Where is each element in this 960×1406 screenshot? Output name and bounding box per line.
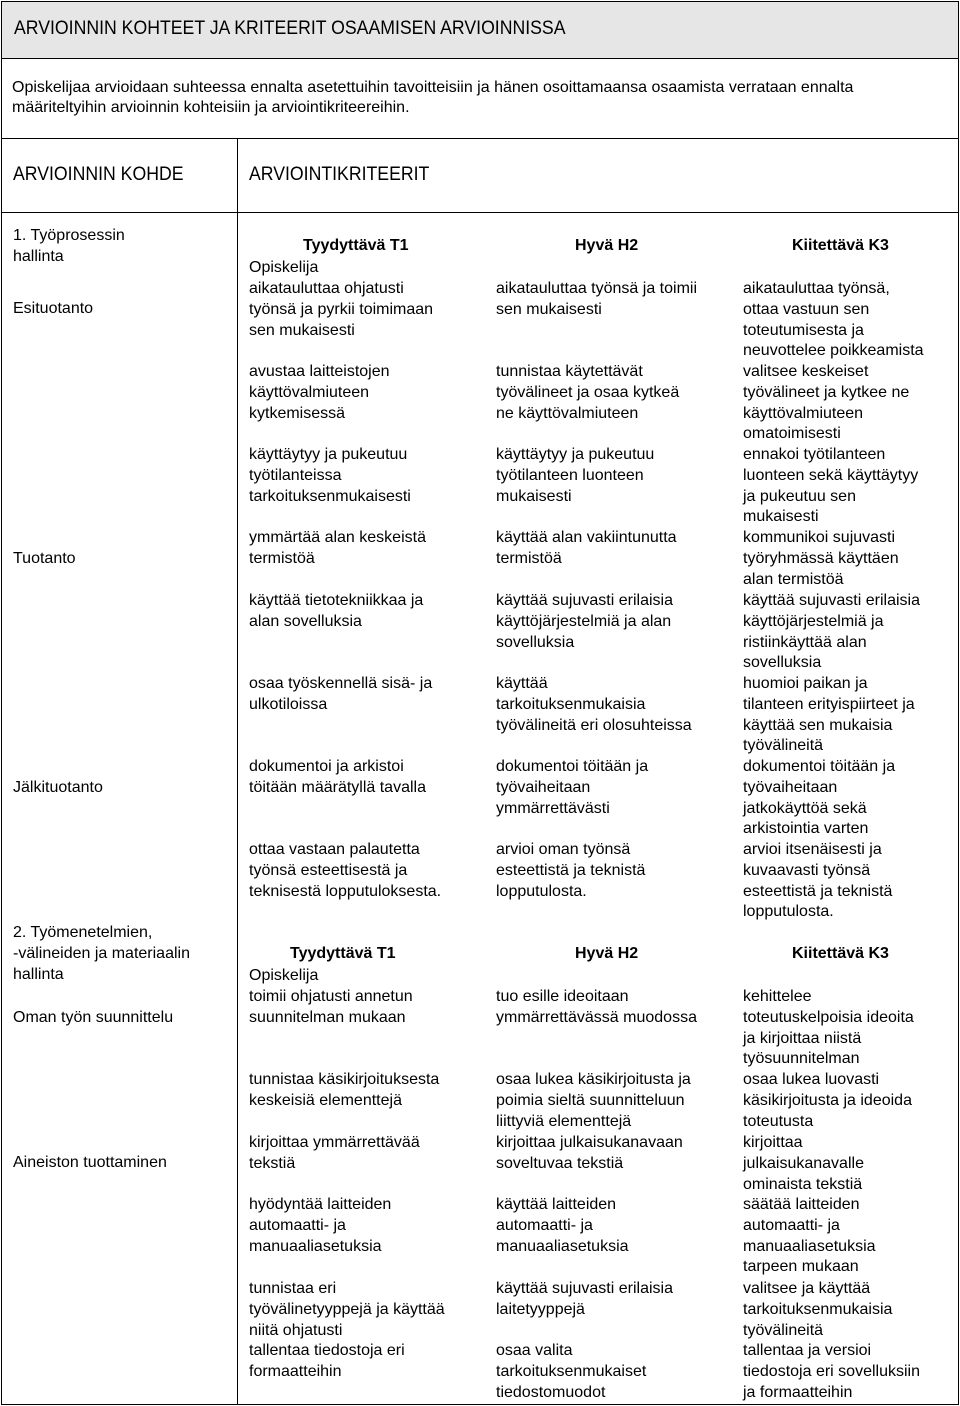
s1-r8-t1: ottaa vastaan palautetta työnsä esteettisestä ja teknisestä lopputuloksesta. [249,841,442,900]
s1-r4-t1: ymmärtää alan keskeistä termistöä [249,529,426,567]
s2-r1-k3: kehittelee toteutuskelpoisia ideoita ja kirjoittaa niistä työsuunnitelman [743,988,914,1068]
s1-r2-t1: avustaa laitteistojen käyttövalmiuteen kytkemisessä [249,363,390,422]
s2-r1-t1: toimii ohjatusti annetun suunnitelman mukaan [249,988,413,1026]
s2-r3-t1: kirjoittaa ymmärrettävää tekstiä [249,1134,420,1172]
s2-level-t1: Tyydyttävä T1 [290,945,396,962]
divider [2,212,958,213]
s2-r6-k3: tallentaa ja versioi tiedostoja eri sovelluksiin ja formaatteihin [743,1342,920,1401]
section2-sub-suunnittelu: Oman työn suunnittelu [13,1009,174,1026]
s2-level-h2: Hyvä H2 [575,945,639,962]
s2-subject: Opiskelija [249,967,319,984]
s2-r4-k3: säätää laitteiden automaatti- ja manuaaliasetuksia tarpeen mukaan [743,1196,876,1276]
section2-sub-aineisto: Aineiston tuottaminen [13,1154,167,1171]
s1-r5-h2: käyttää sujuvasti erilaisia käyttöjärjestelmiä ja alan sovelluksia [496,592,673,651]
page-title: ARVIOINNIN KOHTEET JA KRITEERIT OSAAMISEN ARVIOINNISSA [14,18,566,39]
s2-r4-h2: käyttää laitteiden automaatti- ja manuaaliasetuksia [496,1196,629,1255]
s1-r5-t1: käyttää tietotekniikkaa ja alan sovelluksia [249,592,424,630]
header-kohde: ARVIOINNIN KOHDE [13,164,184,185]
header-kriteerit: ARVIOINTIKRITEERIT [249,164,430,185]
s1-r8-h2: arvioi oman työnsä esteettistä ja teknistä lopputulosta. [496,841,646,900]
s1-r8-k3: arvioi itsenäisesti ja kuvaavasti työnsä esteettistä ja teknistä lopputulosta. [743,841,893,921]
s2-r6-t1: tallentaa tiedostoja eri formaatteihin [249,1342,405,1380]
title-row [2,2,958,59]
s2-r5-h2: käyttää sujuvasti erilaisia laitetyyppejä [496,1280,673,1318]
s1-r6-t1: osaa työskennellä sisä- ja ulkotiloissa [249,675,433,713]
section1-sub-tuotanto: Tuotanto [13,550,76,567]
s1-level-h2: Hyvä H2 [575,237,639,254]
section1-sub-esituotanto: Esituotanto [13,300,94,317]
s1-r4-k3: kommunikoi sujuvasti työryhmässä käyttäen alan termistöä [743,529,899,588]
s1-r3-k3: ennakoi työtilanteen luonteen sekä käyttäytyy ja pukeutuu sen mukaisesti [743,446,919,526]
s2-r4-t1: hyödyntää laitteiden automaatti- ja manuaaliasetuksia [249,1196,392,1255]
s2-r3-h2: kirjoittaa julkaisukanavaan soveltuvaa tekstiä [496,1134,683,1172]
section2-title: 2. Työmenetelmien, -välineiden ja materiaalin hallinta [13,924,190,983]
s2-r2-t1: tunnistaa käsikirjoituksesta keskeisiä elementtejä [249,1071,440,1109]
s1-subject: Opiskelija [249,259,319,276]
s2-r5-t1: tunnistaa eri työvälinetyyppejä ja käyttää niitä ohjatusti [249,1280,445,1339]
s2-r5-k3: valitsee ja käyttää tarkoituksenmukaisia työvälineitä [743,1280,893,1339]
s1-level-k3: Kiitettävä K3 [792,237,889,254]
s1-r3-t1: käyttäytyy ja pukeutuu työtilanteissa tarkoituksenmukaisesti [249,446,411,505]
intro-text: Opiskelijaa arvioidaan suhteessa ennalta asetettuihin tavoitteisiin ja hänen osoittamaansa osaamista verrataan ennalta määriteltyihin arvioinnin kohteisiin ja arviointikriteereihin. [12,79,854,116]
s2-r1-h2: tuo esille ideoitaan ymmärrettävässä muodossa [496,988,697,1026]
s2-r2-h2: osaa lukea käsikirjoitusta ja poimia sieltä suunnitteluun liittyviä elementtejä [496,1071,691,1130]
s2-level-k3: Kiitettävä K3 [792,945,889,962]
s1-r5-k3: käyttää sujuvasti erilaisia käyttöjärjestelmiä ja ristiinkäyttää alan sovelluksia [743,592,920,672]
s1-r1-t1: aikatauluttaa ohjatusti työnsä ja pyrkii toimimaan sen mukaisesti [249,280,434,339]
divider [237,138,238,1404]
s2-r6-h2: osaa valita tarkoituksenmukaiset tiedostomuodot [496,1342,647,1401]
s1-r3-h2: käyttäytyy ja pukeutuu työtilanteen luonteen mukaisesti [496,446,655,505]
s1-r2-k3: valitsee keskeiset työvälineet ja kytkee ne käyttövalmiuteen omatoimisesti [743,363,910,443]
s1-r6-k3: huomioi paikan ja tilanteen erityispiirteet ja käyttää sen mukaisia työvälineitä [743,675,915,755]
section1-sub-jalkituotanto: Jälkituotanto [13,779,103,796]
s1-r7-k3: dokumentoi töitään ja työvaiheitaan jatkokäyttöä sekä arkistointia varten [743,758,896,838]
s1-r6-h2: käyttää tarkoituksenmukaisia työvälineitä eri olosuhteissa [496,675,692,734]
s2-r3-k3: kirjoittaa julkaisukanavalle ominaista tekstiä [743,1134,864,1193]
s2-r2-k3: osaa lukea luovasti käsikirjoitusta ja ideoida toteutusta [743,1071,912,1130]
s1-r7-h2: dokumentoi töitään ja työvaiheitaan ymmärrettävästi [496,758,649,817]
divider [2,138,958,139]
s1-r4-h2: käyttää alan vakiintunutta termistöä [496,529,677,567]
s1-r7-t1: dokumentoi ja arkistoi töitään määrätyllä tavalla [249,758,426,796]
s1-r1-k3: aikatauluttaa työnsä, ottaa vastuun sen toteutumisesta ja neuvottelee poikkeamista [743,280,924,360]
s1-level-t1: Tyydyttävä T1 [303,237,409,254]
section1-title: 1. Työprosessin hallinta [13,227,125,265]
s1-r1-h2: aikatauluttaa työnsä ja toimii sen mukaisesti [496,280,697,318]
s1-r2-h2: tunnistaa käytettävät työvälineet ja osaa kytkeä ne käyttövalmiuteen [496,363,680,422]
